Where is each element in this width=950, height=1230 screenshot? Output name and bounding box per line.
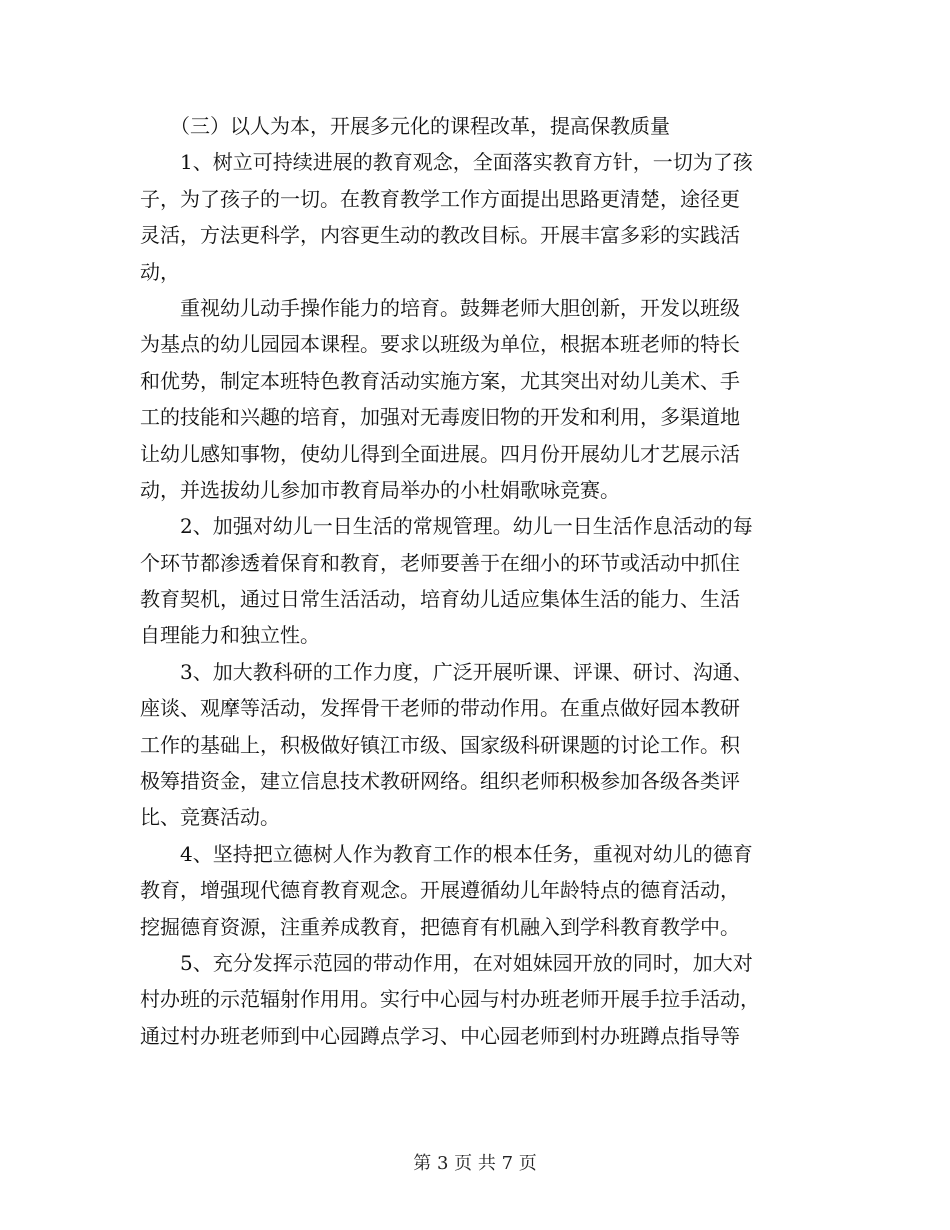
text-line: （三）以人为本，开展多元化的课程改革，提高保教质量 (140, 114, 670, 138)
text-line: 工的技能和兴趣的培育，加强对无毒废旧物的开发和利用，多渠道地 (140, 405, 740, 430)
text-line: 通过村办班老师到中心园蹲点学习、中心园老师到村办班蹲点指导等 (140, 1023, 740, 1048)
text-line: 个环节都渗透着保育和教育，老师要善于在细小的环节或活动中抓住 (140, 550, 740, 575)
text-line: 1、树立可持续进展的教育观念，全面落实教育方针，一切为了孩 (140, 150, 753, 175)
text-line: 子，为了孩子的一切。在教育教学工作方面提出思路更清楚，途径更 (140, 186, 740, 211)
text-line: 让幼儿感知事物，使幼儿得到全面进展。四月份开展幼儿才艺展示活 (140, 441, 740, 466)
text-line: 座谈、观摩等活动，发挥骨干老师的带动作用。在重点做好园本教研 (140, 696, 740, 721)
text-line: 灵活，方法更科学，内容更生动的教改目标。开展丰富多彩的实践活 (140, 223, 740, 248)
text-line: 动， (140, 259, 180, 284)
text-line: 挖掘德育资源，注重养成教育，把德育有机融入到学科教育教学中。 (140, 914, 740, 939)
text-line: 自理能力和独立性。 (140, 623, 320, 648)
text-line: 教育，增强现代德育教育观念。开展遵循幼儿年龄特点的德育活动， (140, 878, 740, 903)
text-line: 教育契机，通过日常生活活动，培育幼儿适应集体生活的能力、生活 (140, 587, 740, 612)
page-number-footer: 第 3 页 共 7 页 (413, 1153, 537, 1174)
text-line: 村办班的示范辐射作用用。实行中心园与村办班老师开展手拉手活动， (140, 987, 760, 1012)
text-line: 极筹措资金，建立信息技术教研网络。组织老师积极参加各级各类评 (140, 769, 740, 794)
document-body (140, 108, 810, 1054)
text-line: 3、加大教科研的工作力度，广泛开展听课、评课、研讨、沟通、 (140, 659, 753, 684)
text-line: 比、竞赛活动。 (140, 805, 280, 830)
text-line: 和优势，制定本班特色教育活动实施方案，尤其突出对幼儿美术、手 (140, 368, 740, 393)
text-line: 为基点的幼儿园园本课程。要求以班级为单位，根据本班老师的特长 (140, 332, 740, 357)
text-line: 重视幼儿动手操作能力的培育。鼓舞老师大胆创新，开发以班级 (140, 295, 740, 320)
text-line: 4、坚持把立德树人作为教育工作的根本任务，重视对幼儿的德育 (140, 841, 753, 866)
text-line: 2、加强对幼儿一日生活的常规管理。幼儿一日生活作息活动的每 (140, 514, 753, 539)
text-line: 5、充分发挥示范园的带动作用，在对姐妹园开放的同时，加大对 (140, 950, 753, 975)
text-line: 工作的基础上，积极做好镇江市级、国家级科研课题的讨论工作。积 (140, 732, 740, 757)
text-line: 动，并选拔幼儿参加市教育局举办的小杜娟歌咏竞赛。 (140, 477, 620, 502)
